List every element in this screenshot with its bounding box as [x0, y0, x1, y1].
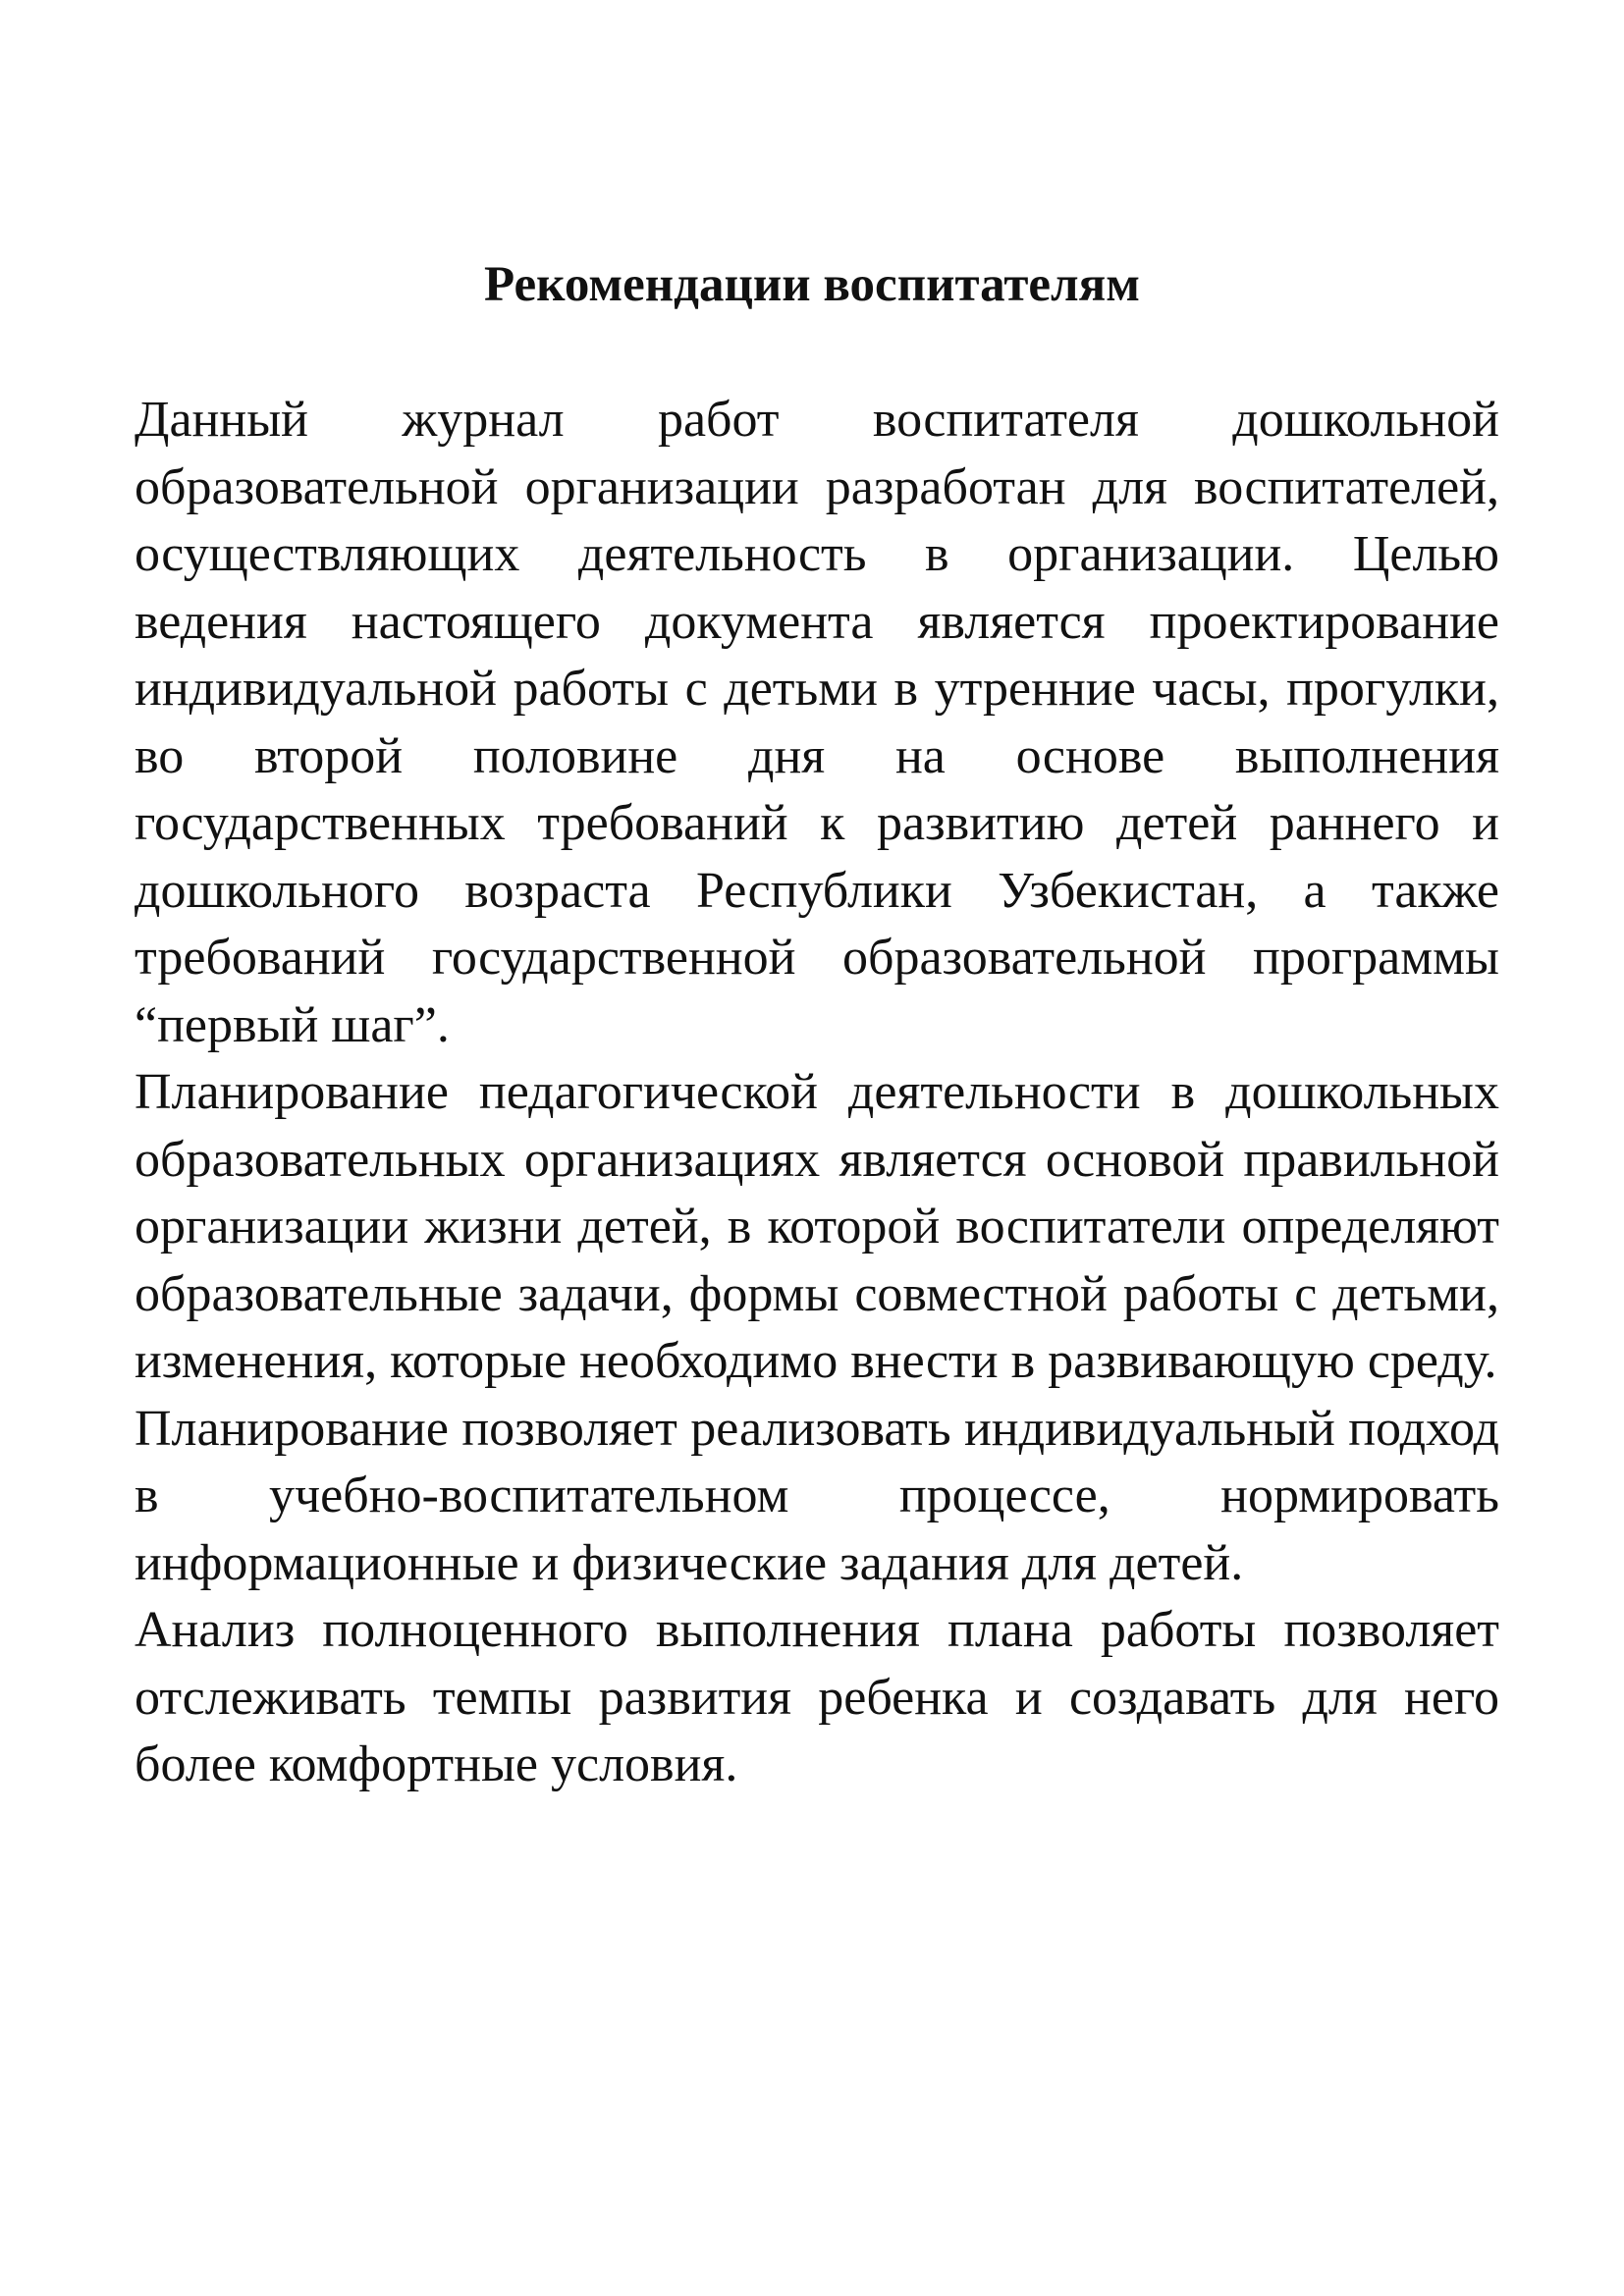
page-title: Рекомендации воспитателям: [484, 257, 1140, 312]
paragraph-planning-basis: Планирование педагогической деятельности в дошкольных образовательных организациях является основой правильной организации жизни детей, в которой воспитатели определяют образовательные задачи, формы совместной работы с детьми, изменения, которые необходимо внести в развивающую среду.: [135, 1064, 1499, 1389]
document-body: [135, 387, 1499, 1799]
paragraph-journal-purpose: Данный журнал работ воспитателя дошкольной образовательной организации разработан для воспитателей, осуществляющих деятельность в организации. Целью ведения настоящего документа является проектирование индивидуальной работы с детьми в утренние часы, прогулки, во второй половине дня на основе выполнения государственных требований к развитию детей раннего и дошкольного возраста Республики Узбекистан, а также требований государственной образовательной программы “первый шаг”.: [135, 392, 1499, 1053]
paragraph-individual-approach: Планирование позволяет реализовать индивидуальный подход в учебно-воспитательном процессе, нормировать информационные и физические задания для детей.: [135, 1400, 1499, 1591]
paragraph-plan-analysis: Анализ полноценного выполнения плана работы позволяет отслеживать темпы развития ребенка и создавать для него более комфортные условия.: [135, 1602, 1499, 1792]
